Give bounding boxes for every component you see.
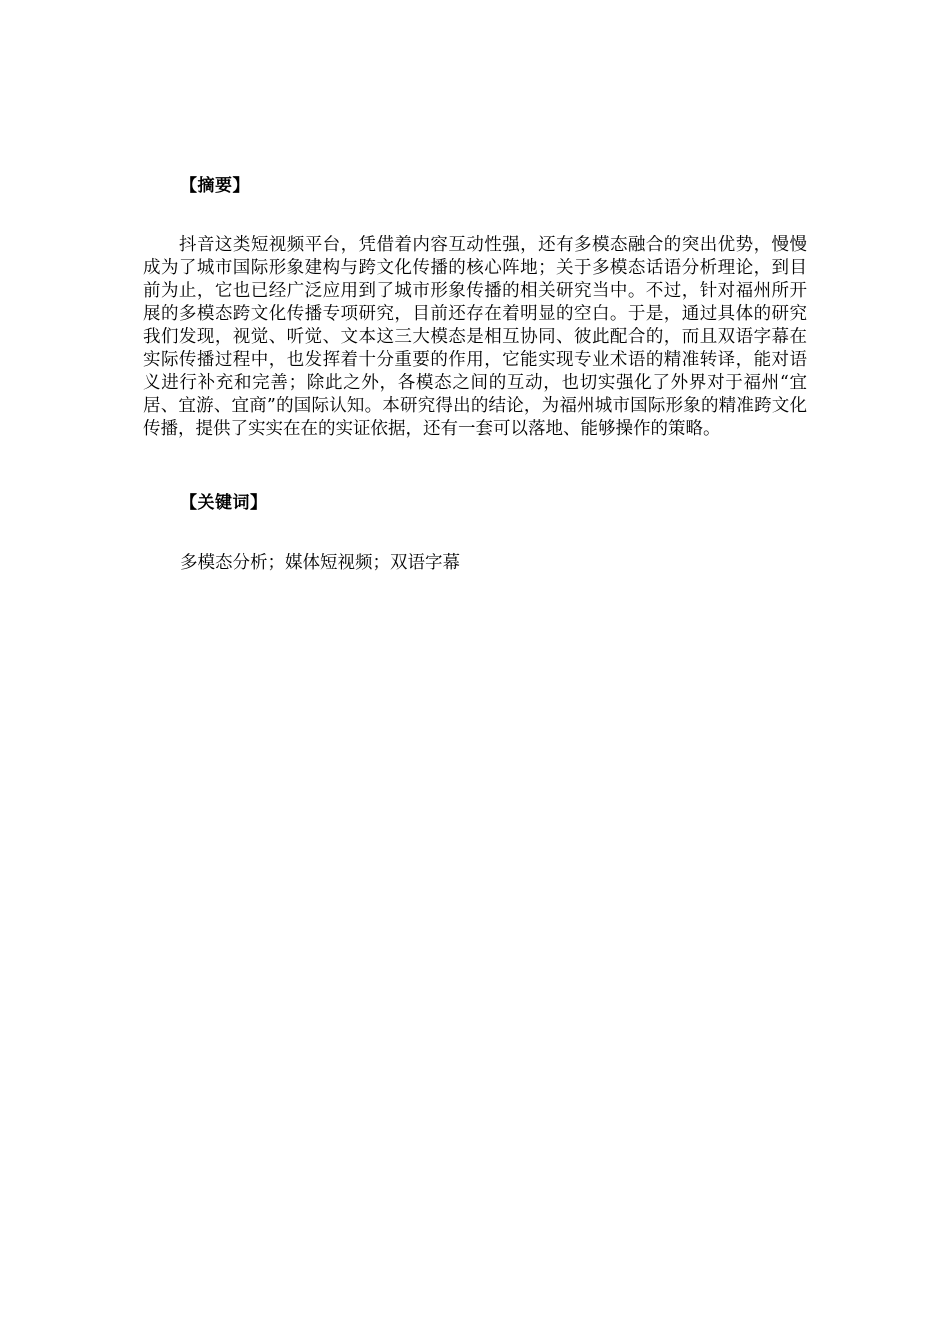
abstract-heading: 【摘要】 (180, 176, 250, 196)
keywords-text: 多模态分析；媒体短视频；双语字幕 (180, 553, 460, 573)
abstract-text: 抖音这类短视频平台，凭借着内容互动性强，还有多模态融合的突出优势，慢慢成为了城市国际形象建构与跨文化传播的核心阵地；关于多模态话语分析理论，到目前为止，它也已经广泛应用到了城市形象传播的相关研究当中。不过，针对福州所开展的多模态跨文化传播专项研究，目前还存在着明显的空白。于是，通过具体的研究我们发现，视觉、听觉、文本这三大模态是相互协同、彼此配合的，而且双语字幕在实际传播过程中，也发挥着十分重要的作用，它能实现专业术语的精准转译，能对语义进行补充和完善；除此之外，各模态之间的互动，也切实强化了外界对于福州“宜居、宜游、宜商”的国际认知。本研究得出的结论，为福州城市国际形象的精准跨文化传播，提供了实实在在的实证依据，还有一套可以落地、能够操作的策略。 (143, 235, 807, 439)
keywords-heading: 【关键词】 (180, 493, 268, 513)
